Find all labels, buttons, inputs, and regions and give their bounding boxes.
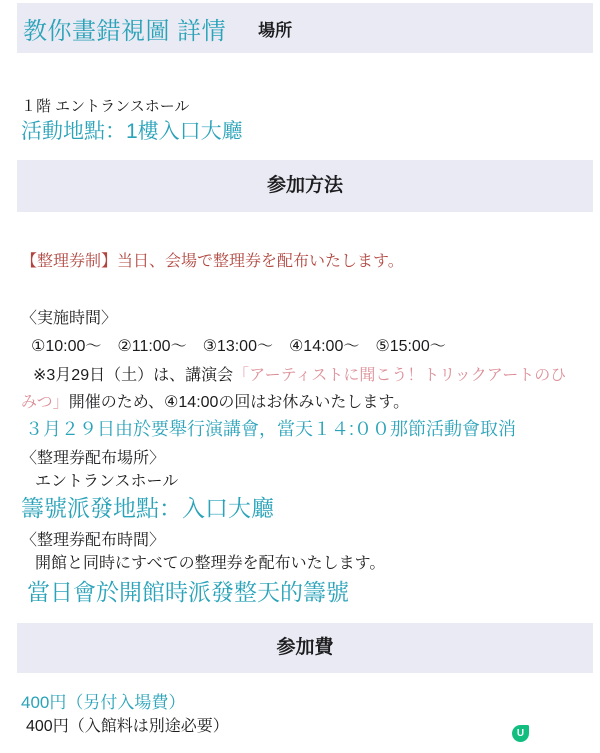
- distribution-place-text: エントランスホール: [35, 473, 179, 490]
- holiday-note-translation: ３月２９日由於要舉行演講會，當天１４:００那節活動會取消: [25, 419, 516, 439]
- participation-section: [0, 250, 600, 609]
- distribution-place-translation: 籌號派發地點：入口大廳: [21, 495, 274, 521]
- fee-section: [0, 691, 600, 738]
- venue-original-text: １階 エントランスホール: [21, 98, 190, 115]
- fee-original: 400円（入館料は別途必要）: [26, 718, 229, 735]
- page-title: 教你畫錯視圖 詳情: [23, 17, 227, 45]
- holiday-note-suffix: 開催のため、④14:00の回はお休みいたします。: [68, 394, 410, 411]
- holiday-note-prefix: ※3月29日（土）は、講演会: [33, 367, 234, 384]
- holiday-note: [21, 362, 582, 416]
- participation-method-heading: 参加方法: [17, 160, 593, 212]
- distribution-place-label: 〈整理券配布場所〉: [21, 450, 166, 467]
- distribution-time-translation: 當日會於開館時派發整天的籌號: [27, 579, 349, 605]
- section-label-place: 場所: [258, 20, 293, 40]
- u-brand-logo-icon: U: [512, 725, 529, 742]
- page-header-bar: [17, 3, 593, 53]
- distribution-time-label: 〈整理券配布時間〉: [21, 532, 166, 549]
- distribution-time-text: 開館と同時にすべての整理券を配布いたします。: [35, 555, 386, 572]
- schedule-label: 〈実施時間〉: [21, 310, 118, 327]
- holiday-note-quote: 「アーティストに聞こう！トリックアートのひみつ」: [21, 367, 567, 411]
- fee-translation: 400円（另付入場費）: [21, 693, 186, 712]
- ticket-system-notice: 【整理券制】当日、会場で整理券を配布いたします。: [21, 253, 404, 270]
- schedule-times: ①10:00〜 ②11:00〜 ③13:00〜 ④14:00〜 ⑤15:00〜: [31, 338, 446, 355]
- fee-heading: 参加費: [17, 623, 593, 673]
- venue-translation-heading: 活動地點：1樓入口大廳: [21, 120, 243, 143]
- venue-section: [0, 97, 600, 146]
